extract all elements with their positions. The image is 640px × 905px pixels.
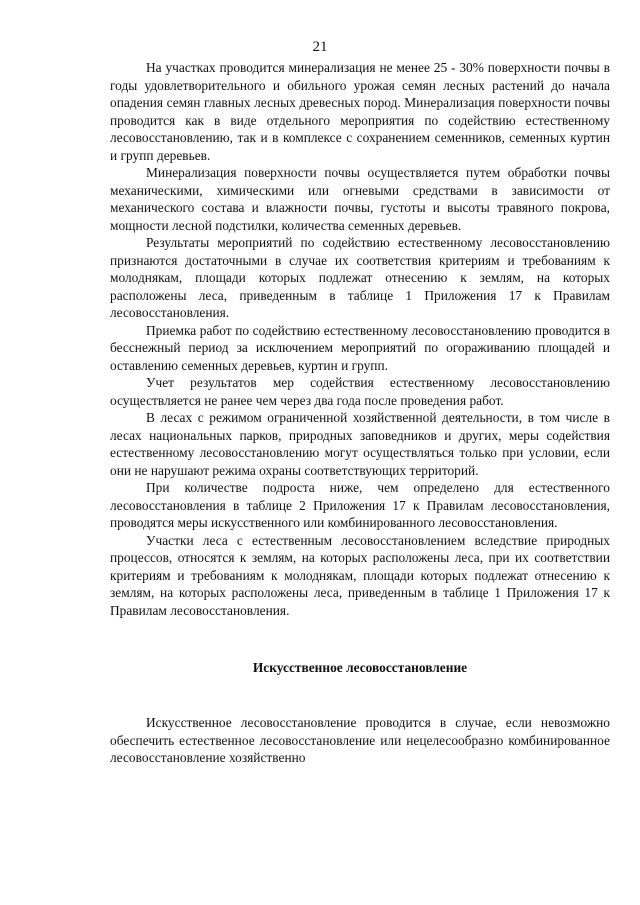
paragraph-mineralization-extent: На участках проводится минерализация не менее 25 - 30% поверхности почвы в годы удовлетворительного и обильного урожая семян лесных растений до начала опадения семян главных лесных древесных пород. Минерализация поверхности почвы проводится как в виде отдельного мероприятия по содействию естественному лесовосстановлению, так и в комплексе с сохранением семенников, семенных куртин и групп деревьев. <box>110 60 610 163</box>
paragraph-undergrowth-shortage: При количестве подроста ниже, чем определено для естественного лесовосстановления в таблице 2 Приложения 17 к Правилам лесовосстановления, проводятся меры искусственного или комбинированного лесовосстановления. <box>110 480 610 530</box>
paragraph-results-criteria: Результаты мероприятий по содействию естественному лесовосстановлению признаются достаточными в случае их соответствия критериям и требованиям к молоднякам, площади которых подлежат отнесению к землям, на которых расположены леса, приведенным в таблице 1 Приложения 17 к Правилам лесовосстановления. <box>110 235 610 320</box>
page-number: 21 <box>312 39 328 55</box>
section-heading: Искусственное лесовосстановление <box>252 660 468 675</box>
paragraph-mineralization-methods: Минерализация поверхности почвы осуществляется путем обработки почвы механическими, химическими или огневыми средствами в зависимости от механического состава и влажности почвы, густоты и высоты травяного покрова, мощности лесной подстилки, количества семенных деревьев. <box>110 165 610 233</box>
paragraph-artificial-regeneration: Искусственное лесовосстановление проводится в случае, если невозможно обеспечить естественное лесовосстановление или нецелесообразно комбинированное лесовосстановление хозяйственно <box>110 715 610 765</box>
paragraph-results-accounting: Учет результатов мер содействия естественному лесовосстановлению осуществляется не ранее чем через два года после проведения работ. <box>110 375 610 408</box>
paragraph-restricted-forests: В лесах с режимом ограниченной хозяйственной деятельности, в том числе в лесах национальных парков, природных заповедников и других, меры содействия естественному лесовосстановлению могут осуществляться только при условии, если они не нарушают режима охраны соответствующих территорий. <box>110 410 610 478</box>
document-body <box>110 59 610 767</box>
paragraph-acceptance-of-works: Приемка работ по содействию естественному лесовосстановлению проводится в бесснежный период за исключением мероприятий по огораживанию площадей и оставлению семенных деревьев, куртин и групп. <box>110 322 610 373</box>
paragraph-natural-regeneration-plots: Участки леса с естественным лесовосстановлением вследствие природных процессов, относятся к землям, на которых расположены леса, при их соответствии критериям и требованиям к молоднякам, площади которых подлежат отнесению к землям, на которых расположены леса, приведенным в таблице 1 Приложения 17 к Правилам лесовосстановления. <box>110 532 610 618</box>
